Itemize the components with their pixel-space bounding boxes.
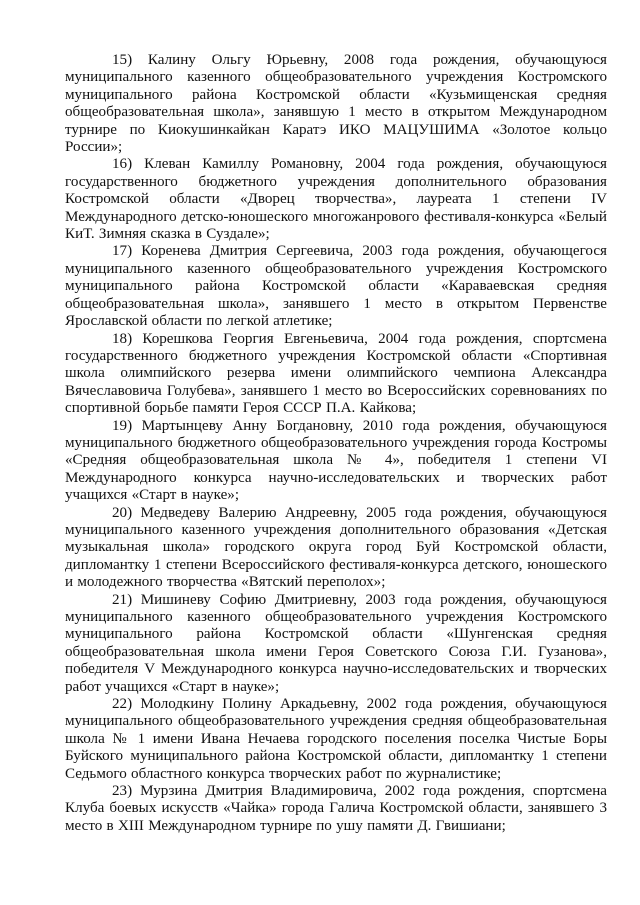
list-item-15: 15) Калину Ольгу Юрьевну, 2008 года рождения, обучающуюся муниципального казенного общеобразовательного учреждения Костромского муниципального района Костромской области «Кузьмищенская средняя общеобразовательная школа», занявшую 1 место в открытом Международном турнире по Киокушинкайкан Каратэ ИКО МАЦУШИМА «Золотое кольцо России»; (65, 52, 607, 156)
list-item-18: 18) Корешкова Георгия Евгеньевича, 2004 года рождения, спортсмена государственного бюджетного учреждения Костромской области «Спортивная школа олимпийского резерва имени олимпийского чемпиона Александра Вячеславовича Голубева», занявшего 1 место во Всероссийских соревнованиях по спортивной борьбе памяти Героя СССР П.А. Кайкова; (65, 330, 607, 417)
list-item-17: 17) Коренева Дмитрия Сергеевича, 2003 года рождения, обучающегося муниципального казенного общеобразовательного учреждения Костромского муниципального района Костромской области «Караваевская средняя общеобразовательная школа», занявшего 1 место в открытом Первенстве Ярославской области по легкой атлетике; (65, 243, 607, 330)
list-item-22: 22) Молодкину Полину Аркадьевну, 2002 года рождения, обучающуюся муниципального общеобразовательного учреждения средняя общеобразовательная школа № 1 имени Ивана Нечаева городского поселения поселка Чистые Боры Буйского муниципального района Костромской области, дипломантку 1 степени Седьмого областного конкурса творческих работ по журналистике; (65, 696, 607, 782)
list-item-20: 20) Медведеву Валерию Андреевну, 2005 года рождения, обучающуюся муниципального казенного учреждения дополнительного образования «Детская музыкальная школа» городского округа город Буй Костромской области, дипломантку 1 степени Всероссийского фестиваля-конкурса детского, юношеского и молодежного творчества «Вятский переполох»; (65, 504, 607, 591)
list-item-21: 21) Мишиневу Софию Дмитриевну, 2003 года рождения, обучающуюся муниципального казенного общеобразовательного учреждения Костромского муниципального района Костромской области «Шунгенская средняя общеобразовательная школа имени Героя Советского Союза Г.И. Гузанова», победителя V Международного конкурса научно-исследовательских и творческих работ учащихся «Старт в науке»; (65, 591, 607, 695)
list-item-16: 16) Клеван Камиллу Романовну, 2004 года рождения, обучающуюся государственного бюджетного учреждения дополнительного образования Костромской области «Дворец творчества», лауреата 1 степени IV Международного детско-юношеского многожанрового фестиваля-конкурса «Белый КиТ. Зимняя сказка в Суздале»; (65, 156, 607, 243)
list-item-19: 19) Мартынцеву Анну Богдановну, 2010 года рождения, обучающуюся муниципального бюджетного общеобразовательного учреждения города Костромы «Средняя общеобразовательная школа № 4», победителя 1 степени VI Международного конкурса научно-исследовательских и творческих работ учащихся «Старт в науке»; (65, 417, 607, 504)
list-item-23: 23) Мурзина Дмитрия Владимировича, 2002 года рождения, спортсмена Клуба боевых искусств «Чайка» города Галича Костромской области, занявшего 3 место в XIII Международном турнире по ушу памяти Д. Гвишиани; (65, 783, 607, 834)
